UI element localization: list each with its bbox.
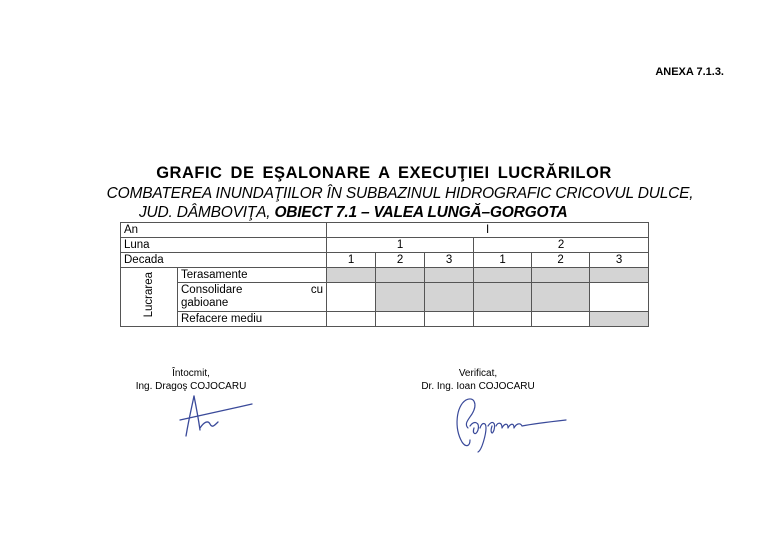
decada-cell: 2 bbox=[532, 253, 590, 268]
schedule-cell bbox=[327, 283, 376, 312]
task-name-part: Consolidare bbox=[181, 284, 243, 296]
label-luna: Luna bbox=[121, 238, 327, 253]
subtitle-line-2 bbox=[139, 204, 567, 222]
subtitle-location: JUD. DÂMBOVIŢA, bbox=[139, 204, 275, 221]
decada-cell: 2 bbox=[376, 253, 425, 268]
luna-1: 1 bbox=[327, 238, 474, 253]
schedule-cell bbox=[425, 268, 474, 283]
annex-number: ANEXA 7.1.3. bbox=[655, 66, 724, 78]
lucrarea-cell bbox=[121, 268, 178, 327]
signature-name: Dr. Ing. Ioan COJOCARU bbox=[421, 381, 535, 392]
schedule-cell bbox=[327, 312, 376, 327]
signature-role: Întocmit, bbox=[172, 368, 210, 379]
task-row bbox=[121, 283, 649, 312]
decada-cell: 3 bbox=[590, 253, 649, 268]
task-name-part: gabioane bbox=[181, 297, 229, 309]
signature-block-verified bbox=[408, 367, 548, 393]
schedule-cell bbox=[474, 268, 532, 283]
luna-2: 2 bbox=[474, 238, 649, 253]
subtitle-object: OBIECT 7.1 – VALEA LUNGĂ–GORGOTA bbox=[274, 204, 568, 221]
signature-name: Ing. Dragoş COJOCARU bbox=[135, 381, 247, 392]
task-row bbox=[121, 268, 649, 283]
schedule-cell bbox=[590, 283, 649, 312]
task-name: Terasamente bbox=[178, 268, 327, 283]
schedule-cell bbox=[532, 312, 590, 327]
schedule-cell bbox=[474, 283, 532, 312]
lucrarea-label: Lucrarea bbox=[142, 272, 155, 318]
handwritten-signature-left bbox=[176, 392, 256, 440]
document-title: GRAFIC DE EŞALONARE A EXECUŢIEI LUCRĂRILOR bbox=[156, 164, 612, 182]
decada-cell: 1 bbox=[474, 253, 532, 268]
label-an: An bbox=[121, 223, 327, 238]
schedule-cell bbox=[590, 268, 649, 283]
schedule-cell bbox=[474, 312, 532, 327]
schedule-cell bbox=[532, 283, 590, 312]
an-value: I bbox=[327, 223, 649, 238]
signature-block-prepared bbox=[132, 367, 250, 393]
schedule-cell bbox=[425, 312, 474, 327]
schedule-cell bbox=[376, 312, 425, 327]
schedule-cell bbox=[532, 268, 590, 283]
decada-cell: 1 bbox=[327, 253, 376, 268]
row-luna bbox=[121, 238, 649, 253]
subtitle-line-1: COMBATEREA INUNDAŢIILOR ÎN SUBBAZINUL HIDROGRAFIC CRICOVUL DULCE, bbox=[106, 185, 694, 202]
task-name-part: cu bbox=[310, 284, 324, 296]
row-an bbox=[121, 223, 649, 238]
label-decada: Decada bbox=[121, 253, 327, 268]
schedule-cell bbox=[376, 268, 425, 283]
task-row bbox=[121, 312, 649, 327]
schedule-cell bbox=[590, 312, 649, 327]
schedule-cell bbox=[327, 268, 376, 283]
schedule-cell bbox=[425, 283, 474, 312]
schedule-table bbox=[120, 222, 649, 327]
decada-cell: 3 bbox=[425, 253, 474, 268]
schedule-cell bbox=[376, 283, 425, 312]
task-name bbox=[178, 283, 327, 312]
row-decada bbox=[121, 253, 649, 268]
task-name: Refacere mediu bbox=[178, 312, 327, 327]
handwritten-signature-right bbox=[452, 392, 570, 454]
signature-role: Verificat, bbox=[458, 368, 498, 379]
